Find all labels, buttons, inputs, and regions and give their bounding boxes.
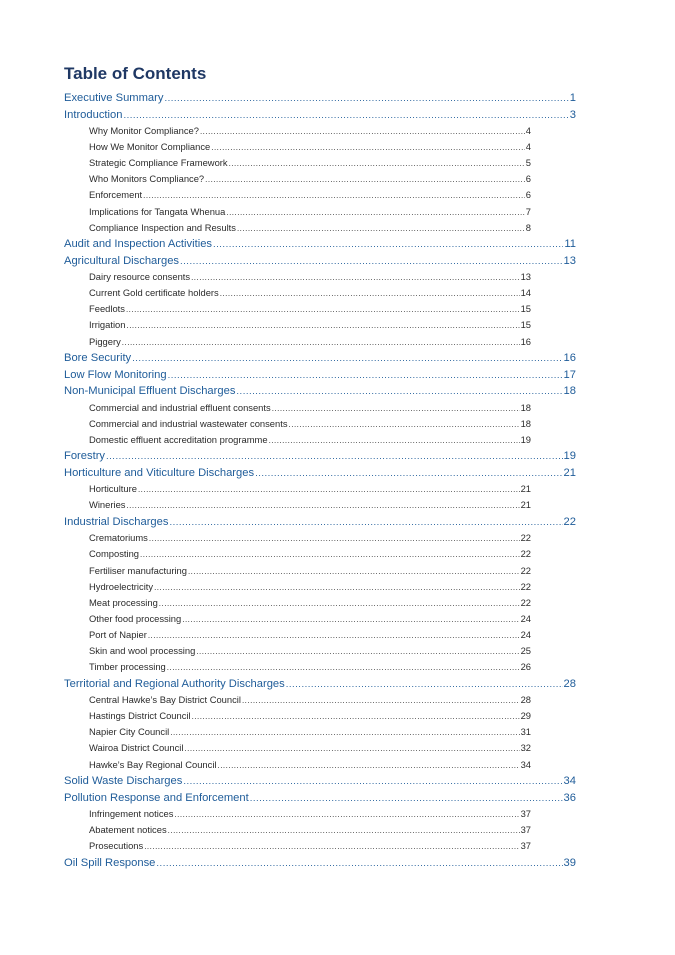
toc-section-entry[interactable] (64, 857, 576, 869)
toc-subsection-entry[interactable] (89, 499, 531, 510)
toc-entry-label: Commercial and industrial wastewater consents (89, 417, 288, 429)
toc-entry-label: Hastings District Council (89, 710, 191, 722)
toc-subsection-entry[interactable] (89, 824, 531, 835)
toc-dot-leader (164, 93, 568, 104)
toc-entry-label: Oil Spill Response (64, 856, 156, 869)
toc-entry-label: Fertiliser manufacturing (89, 564, 187, 576)
toc-page-number: 16 (563, 352, 576, 364)
toc-dot-leader (242, 696, 520, 705)
toc-entry-label: Horticulture (89, 483, 137, 495)
toc-dot-leader (159, 599, 520, 608)
toc-entry-label: Timber processing (89, 661, 166, 673)
toc-entry-label: Strategic Compliance Framework (89, 157, 228, 169)
toc-page-number: 37 (520, 808, 531, 819)
toc-entry-label: Central Hawke’s Bay District Council (89, 694, 241, 706)
toc-section-entry[interactable] (64, 792, 576, 804)
toc-section-entry[interactable] (64, 369, 576, 381)
toc-dot-leader (154, 583, 519, 592)
toc-dot-leader (126, 305, 520, 314)
toc-subsection-entry[interactable] (89, 222, 531, 233)
toc-page-number: 22 (563, 515, 576, 528)
toc-subsection-entry[interactable] (89, 742, 531, 753)
toc-section-entry[interactable] (64, 450, 576, 462)
toc-page-number: 22 (520, 532, 531, 544)
toc-dot-leader (182, 615, 519, 624)
toc-page-number: 21 (563, 466, 576, 479)
toc-entry-label: Abatement notices (89, 824, 167, 836)
toc-dot-leader (138, 485, 520, 494)
toc-entry-label: Commercial and industrial effluent consents (89, 401, 271, 413)
toc-entry-label: Industrial Discharges (64, 515, 169, 528)
toc-entry-label: Dairy resource consents (89, 271, 191, 283)
toc-page-number: 34 (563, 775, 576, 787)
toc-dot-leader (148, 631, 520, 640)
toc-entry-label: Implications for Tangata Whenua (89, 205, 226, 217)
toc-entry-label: Irrigation (89, 319, 126, 331)
toc-page-number: 31 (520, 726, 531, 738)
toc-dot-leader (289, 420, 520, 429)
toc-page-number: 4 (525, 141, 531, 153)
toc-page-number: 21 (520, 499, 531, 511)
toc-page-number: 22 (520, 580, 531, 592)
toc-section-entry[interactable] (64, 92, 576, 104)
toc-entry-label: Forestry (64, 450, 106, 463)
toc-page-number: 8 (525, 221, 531, 233)
toc-page-number: 17 (563, 368, 576, 381)
toc-page-number: 32 (520, 742, 531, 754)
toc-dot-leader (143, 191, 525, 200)
toc-dot-leader (188, 567, 520, 576)
toc-dot-leader (213, 239, 563, 250)
toc-subsection-entry[interactable] (89, 581, 531, 592)
toc-page-number: 6 (525, 189, 531, 201)
toc-page-number: 18 (520, 417, 531, 429)
toc-title: Table of Contents (64, 64, 207, 83)
toc-entry-label: Port of Napier (89, 628, 147, 640)
toc-page-number: 16 (520, 335, 531, 347)
toc-dot-leader (237, 224, 525, 233)
toc-dot-leader (229, 159, 525, 168)
toc-subsection-entry[interactable] (89, 710, 531, 721)
toc-dot-leader (250, 793, 563, 804)
toc-subsection-entry[interactable] (89, 565, 531, 576)
toc-dot-leader (123, 110, 568, 121)
toc-dot-leader (168, 370, 563, 381)
toc-dot-leader (226, 208, 524, 217)
toc-page-number: 37 (520, 840, 531, 852)
toc-dot-leader (106, 451, 563, 462)
toc-page-number: 18 (520, 401, 531, 413)
toc-subsection-entry[interactable] (89, 287, 531, 298)
toc-dot-leader (218, 761, 520, 770)
toc-dot-leader (200, 127, 525, 136)
toc-entry-label: Executive Summary (64, 92, 164, 104)
toc-entry-label: Why Monitor Compliance? (89, 125, 199, 136)
toc-dot-leader (272, 404, 520, 413)
toc-dot-leader (184, 744, 519, 753)
toc-page-number: 3 (569, 108, 576, 121)
toc-entry-label: Introduction (64, 108, 123, 121)
toc-dot-leader (156, 858, 562, 869)
toc-page-number: 15 (520, 319, 531, 331)
toc-entry-label: Compliance Inspection and Results (89, 221, 236, 233)
toc-page-number: 29 (520, 710, 531, 722)
toc-page-number: 19 (520, 433, 531, 445)
toc-page-number: 28 (563, 677, 576, 690)
toc-subsection-entry[interactable] (89, 661, 531, 672)
toc-page-number: 22 (520, 548, 531, 560)
toc-page-number: 13 (520, 271, 531, 283)
toc-dot-leader (169, 517, 562, 528)
toc-page-number: 26 (520, 661, 531, 673)
toc-dot-leader (122, 338, 520, 347)
toc-page-number: 22 (520, 564, 531, 576)
toc-entry-label: Hawke’s Bay Regional Council (89, 758, 217, 770)
toc-dot-leader (144, 842, 519, 851)
toc-entry-label: Meat processing (89, 596, 158, 608)
toc-page-number: 1 (569, 92, 576, 104)
toc-entry-label: Audit and Inspection Activities (64, 238, 213, 251)
toc-page-number: 5 (525, 157, 531, 169)
toc-dot-leader (269, 436, 520, 445)
toc-dot-leader (236, 386, 562, 397)
toc-subsection-entry[interactable] (89, 173, 531, 184)
toc-page-number: 7 (525, 205, 531, 217)
toc-subsection-entry[interactable] (89, 694, 531, 705)
toc-subsection-entry[interactable] (89, 726, 531, 737)
toc-page-number: 21 (520, 483, 531, 495)
toc-entry-label: How We Monitor Compliance (89, 141, 211, 153)
toc-subsection-entry[interactable] (89, 629, 531, 640)
toc-page-number: 14 (520, 287, 531, 299)
toc-subsection-entry[interactable] (89, 597, 531, 608)
toc-section-entry[interactable] (64, 385, 576, 397)
toc-page-number: 24 (520, 612, 531, 624)
toc-page-number: 34 (520, 758, 531, 770)
toc-subsection-entry[interactable] (89, 157, 531, 168)
toc-entry-label: Enforcement (89, 189, 143, 201)
toc-entry-label: Prosecutions (89, 840, 144, 852)
toc-section-entry[interactable] (64, 109, 576, 121)
toc-entry-label: Domestic effluent accreditation programme (89, 433, 268, 445)
toc-subsection-entry[interactable] (89, 645, 531, 656)
toc-page-number: 18 (563, 385, 576, 397)
toc-dot-leader (196, 647, 519, 656)
toc-entry-label: Horticulture and Viticulture Discharges (64, 466, 255, 479)
toc-page-number: 11 (564, 238, 576, 251)
toc-dot-leader (180, 256, 563, 267)
toc-dot-leader (174, 810, 519, 819)
toc-entry-label: Composting (89, 548, 140, 560)
toc-subsection-entry[interactable] (89, 271, 531, 282)
toc-entry-label: Pollution Response and Enforcement (64, 791, 249, 804)
toc-dot-leader (167, 663, 520, 672)
toc-page-number: 39 (563, 856, 576, 869)
toc-page-number: 25 (520, 645, 531, 656)
toc-dot-leader (149, 534, 520, 543)
toc-entry-label: Skin and wool processing (89, 645, 196, 656)
toc-page-number: 4 (525, 125, 531, 136)
toc-subsection-entry[interactable] (89, 434, 531, 445)
toc-entry-label: Infringement notices (89, 808, 174, 819)
toc-entry-label: Crematoriums (89, 532, 148, 544)
toc-entry-label: Non-Municipal Effluent Discharges (64, 385, 236, 397)
toc-section-entry[interactable] (64, 678, 576, 690)
toc-entry-label: Bore Security (64, 352, 132, 364)
toc-section-entry[interactable] (64, 775, 576, 787)
toc-subsection-entry[interactable] (89, 206, 531, 217)
toc-section-entry[interactable] (64, 238, 576, 250)
toc-dot-leader (211, 143, 525, 152)
toc-dot-leader (168, 826, 520, 835)
toc-entry-label: Feedlots (89, 303, 125, 315)
toc-page-number: 6 (525, 173, 531, 185)
toc-subsection-entry[interactable] (89, 303, 531, 314)
toc-page-number: 13 (563, 254, 576, 267)
toc-subsection-entry[interactable] (89, 548, 531, 559)
toc-entry-label: Agricultural Discharges (64, 254, 180, 267)
toc-section-entry[interactable] (64, 467, 576, 479)
toc-subsection-entry[interactable] (89, 483, 531, 494)
toc-page-number: 24 (520, 628, 531, 640)
toc-entry-label: Other food processing (89, 612, 182, 624)
toc-subsection-entry[interactable] (89, 418, 531, 429)
toc-dot-leader (126, 321, 519, 330)
toc-entry-label: Low Flow Monitoring (64, 368, 167, 381)
toc-dot-leader (205, 175, 525, 184)
toc-subsection-entry[interactable] (89, 125, 531, 136)
toc-subsection-entry[interactable] (89, 840, 531, 851)
toc-subsection-entry[interactable] (89, 808, 531, 819)
toc-entry-label: Hydroelectricity (89, 580, 154, 592)
toc-page-number: 28 (520, 694, 531, 706)
toc-subsection-entry[interactable] (89, 141, 531, 152)
toc-dot-leader (255, 468, 562, 479)
toc-page-number: 19 (563, 450, 576, 463)
toc-subsection-entry[interactable] (89, 532, 531, 543)
toc-entry-label: Wineries (89, 499, 126, 511)
toc-entry-label: Wairoa District Council (89, 742, 184, 754)
toc-dot-leader (140, 550, 520, 559)
toc-dot-leader (191, 273, 519, 282)
toc-entry-label: Who Monitors Compliance? (89, 173, 205, 185)
toc-entry-label: Current Gold certificate holders (89, 287, 219, 299)
toc-entry-label: Piggery (89, 335, 121, 347)
toc-subsection-entry[interactable] (89, 189, 531, 200)
toc-subsection-entry[interactable] (89, 759, 531, 770)
toc-dot-leader (132, 353, 562, 364)
toc-page-number: 37 (520, 824, 531, 836)
toc-entry-label: Solid Waste Discharges (64, 775, 183, 787)
toc-subsection-entry[interactable] (89, 319, 531, 330)
toc-dot-leader (126, 501, 519, 510)
toc-section-entry[interactable] (64, 516, 576, 528)
toc-subsection-entry[interactable] (89, 613, 531, 624)
toc-entry-label: Napier City Council (89, 726, 170, 738)
toc-dot-leader (286, 679, 563, 690)
toc-dot-leader (183, 776, 562, 787)
toc-dot-leader (170, 728, 519, 737)
toc-subsection-entry[interactable] (89, 402, 531, 413)
toc-page-number: 22 (520, 596, 531, 608)
toc-section-entry[interactable] (64, 255, 576, 267)
toc-subsection-entry[interactable] (89, 336, 531, 347)
toc-dot-leader (192, 712, 520, 721)
toc-entry-label: Territorial and Regional Authority Discharges (64, 677, 285, 690)
toc-section-entry[interactable] (64, 352, 576, 364)
toc-dot-leader (220, 289, 520, 298)
toc-page-number: 15 (520, 303, 531, 315)
toc-page-number: 36 (563, 791, 576, 804)
